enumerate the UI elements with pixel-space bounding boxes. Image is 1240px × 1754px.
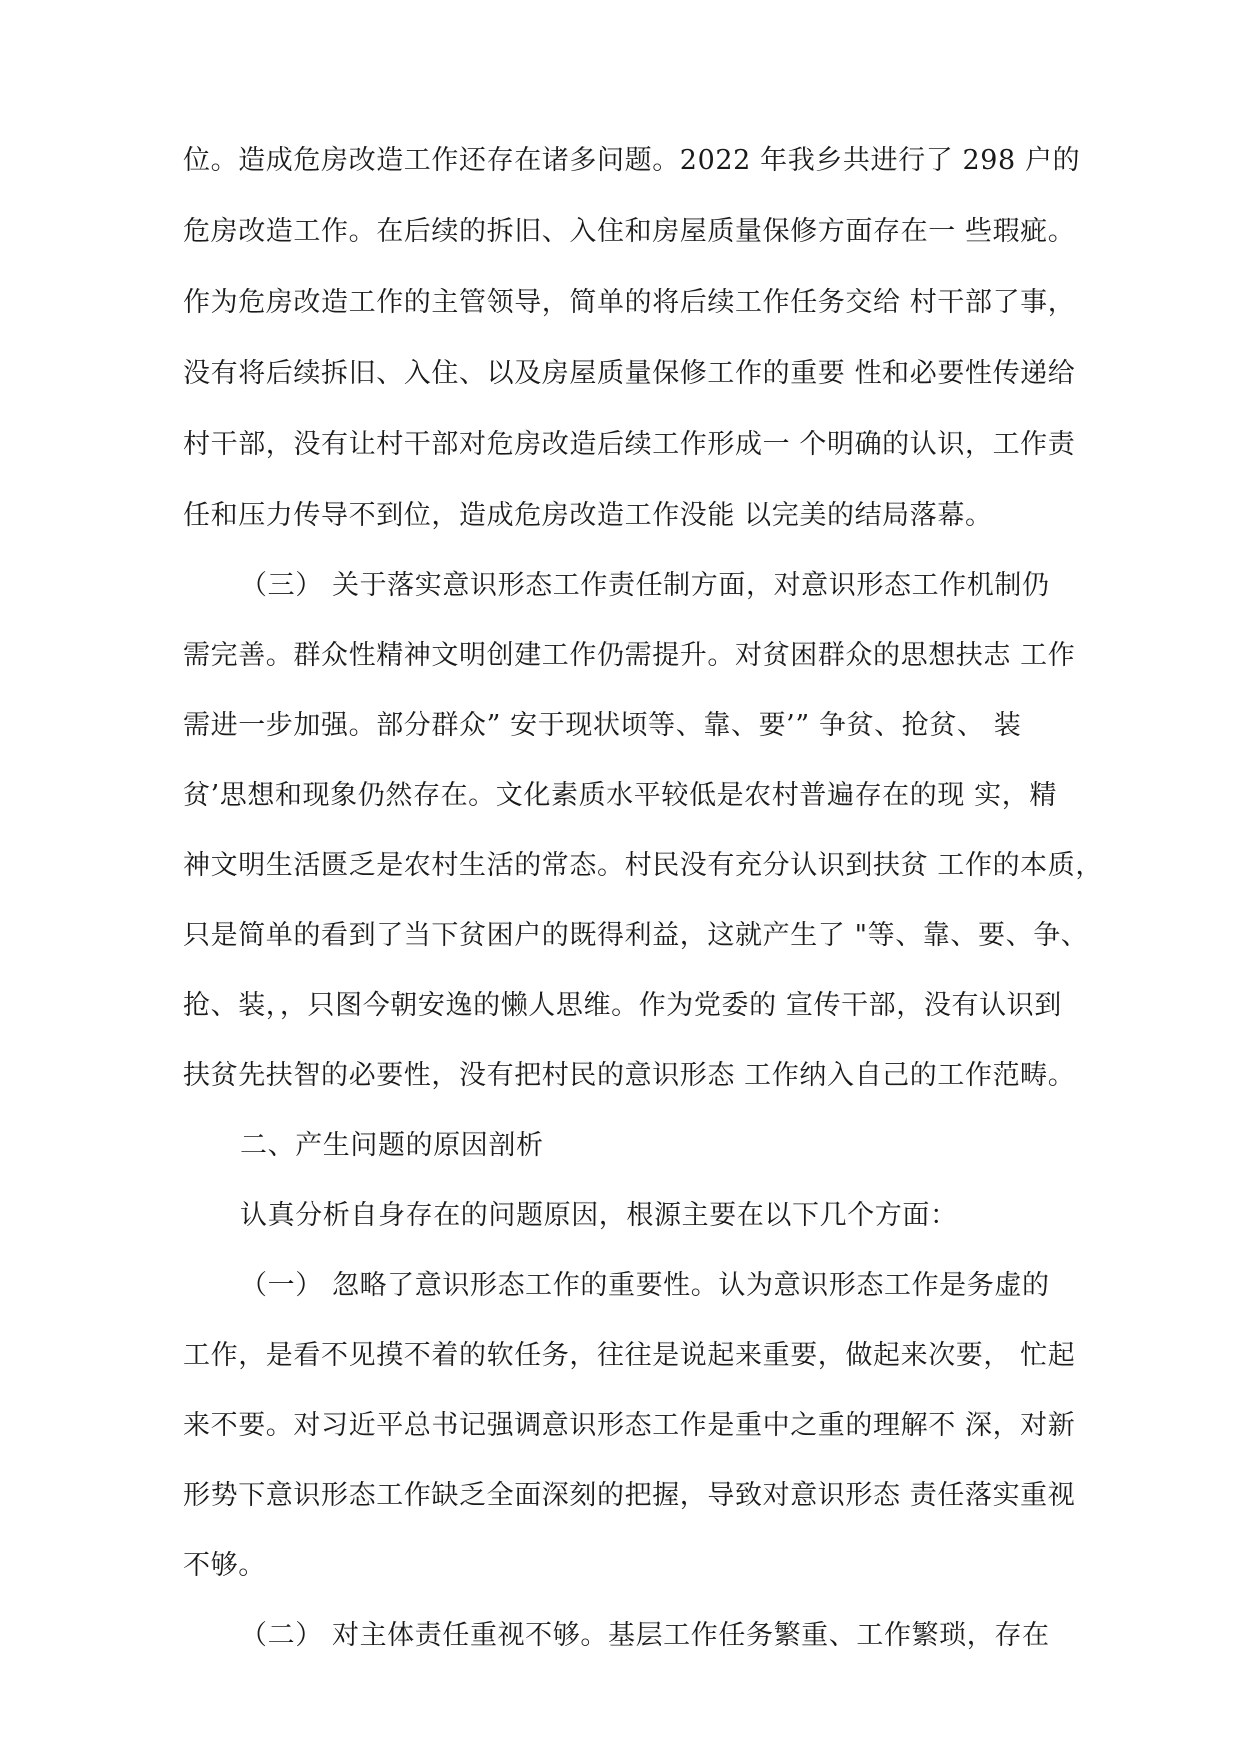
- text-line: 扶贫先扶智的必要性，没有把村民的意识形态 工作纳入自己的工作范畴。: [183, 1060, 1076, 1091]
- paragraph-heading-1: （一） 忽略了意识形态工作的重要性。认为意识形态工作是务虚的: [240, 1270, 1050, 1301]
- text-line: 工作，是看不见摸不着的软任务，往往是说起来重要，做起来次要， 忙起: [183, 1340, 1076, 1371]
- text-line: 需进一步加强。部分群众” 安于现状顷等、靠、要’” 争贫、抢贫、 装: [183, 710, 1022, 741]
- text-line: 形势下意识形态工作缺乏全面深刻的把握，导致对意识形态 责任落实重视: [183, 1480, 1076, 1511]
- text-line: 抢、装，，只图今朝安逸的懒人思维。作为党委的 宣传干部，没有认识到: [183, 990, 1062, 1021]
- text-line: 任和压力传导不到位，造成危房改造工作没能 以完美的结局落幕。: [183, 500, 993, 531]
- text-line: 不够。: [183, 1550, 266, 1581]
- text-line: 认真分析自身存在的问题原因，根源主要在以下几个方面：: [240, 1200, 958, 1231]
- paragraph-heading-3: （三） 关于落实意识形态工作责任制方面，对意识形态工作机制仍: [240, 570, 1050, 601]
- text-line: 来不要。对习近平总书记强调意识形态工作是重中之重的理解不 深，对新: [183, 1410, 1076, 1441]
- text-line: 贫’思想和现象仍然存在。文化素质水平较低是农村普遍存在的现 实，精: [183, 780, 1057, 811]
- text-line: 作为危房改造工作的主管领导，简单的将后续工作任务交给 村干部了事，: [183, 287, 1076, 318]
- text-line: 神文明生活匮乏是农村生活的常态。村民没有充分认识到扶贫 工作的本质，: [183, 850, 1103, 881]
- text-line: 只是简单的看到了当下贫困户的既得利益，这就产生了 "等、靠、要、争、: [183, 920, 1089, 951]
- paragraph-heading-2: （二） 对主体责任重视不够。基层工作任务繁重、工作繁琐，存在: [240, 1620, 1050, 1651]
- text-line: 需完善。群众性精神文明创建工作仍需提升。对贫困群众的思想扶志 工作: [183, 640, 1076, 671]
- text-line: 位。造成危房改造工作还存在诸多问题。2022 年我乡共进行了 298 户的: [183, 145, 1081, 176]
- section-heading: 二、产生问题的原因剖析: [240, 1130, 544, 1161]
- text-line: 危房改造工作。在后续的拆旧、入住和房屋质量保修方面存在一 些瑕疵。: [183, 216, 1076, 247]
- text-line: 没有将后续拆旧、入住、以及房屋质量保修工作的重要 性和必要性传递给: [183, 358, 1076, 389]
- text-line: 村干部，没有让村干部对危房改造后续工作形成一 个明确的认识，工作责: [183, 429, 1076, 460]
